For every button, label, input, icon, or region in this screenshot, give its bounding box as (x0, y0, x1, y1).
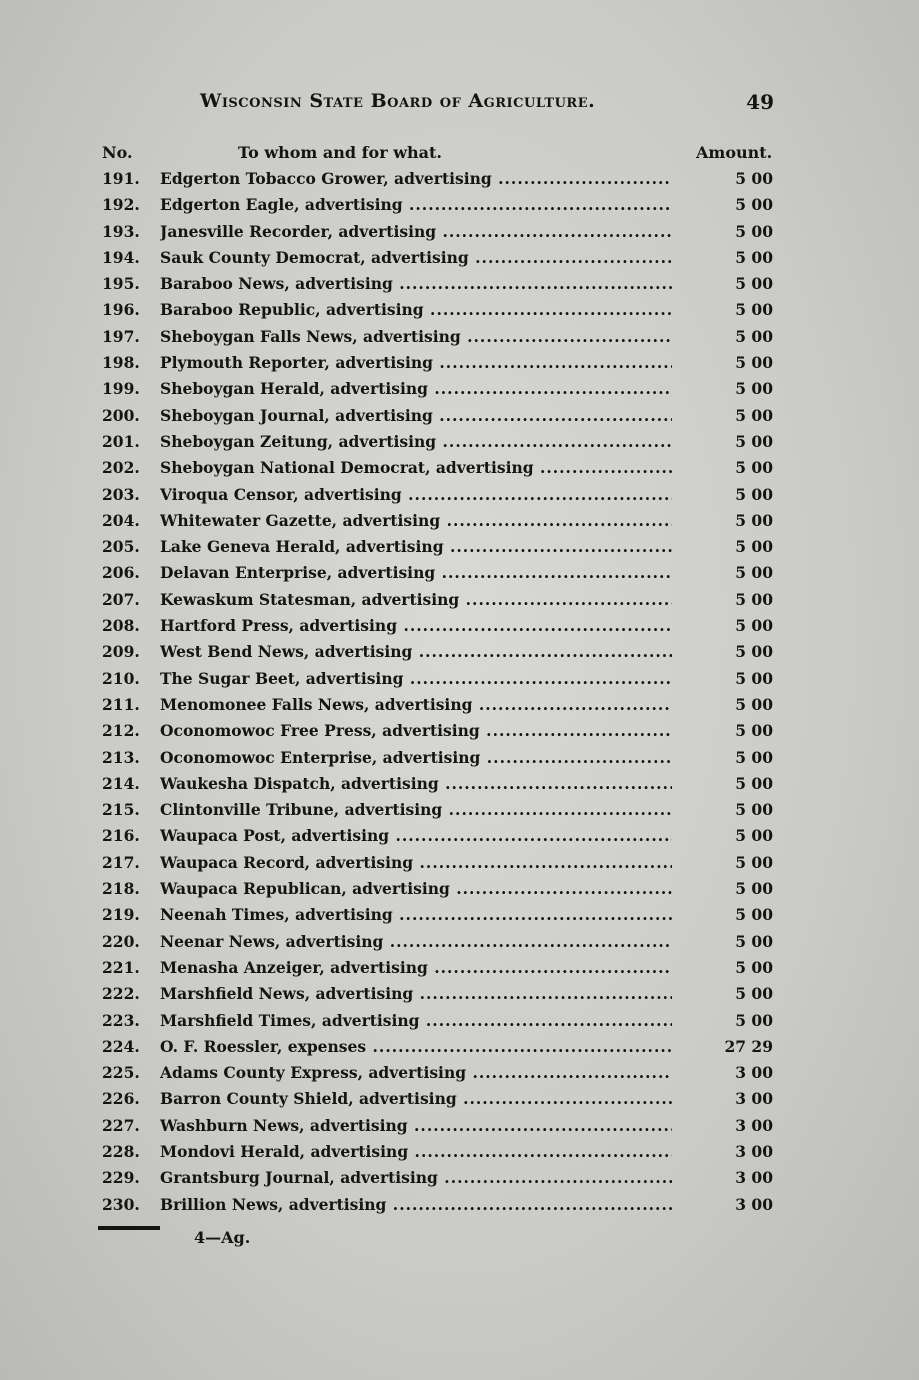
entry-description: Grantsburg Journal, advertising ..... (160, 1168, 672, 1187)
entry-number: 210. (102, 668, 140, 688)
table-row (0, 482, 919, 508)
entry-description: Clintonville Tribune, advertising ..... (160, 800, 672, 819)
table-row (0, 1113, 919, 1139)
entry-number: 194. (102, 247, 140, 267)
table-row (0, 350, 919, 376)
table-row (0, 324, 919, 350)
table-row (0, 219, 919, 245)
table-row (0, 639, 919, 665)
entry-amount: 3 00 (735, 1089, 773, 1109)
table-row (0, 1060, 919, 1086)
entry-number: 197. (102, 326, 140, 346)
table-row (0, 429, 919, 455)
entry-number: 201. (102, 431, 140, 451)
entry-amount: 3 00 (735, 1063, 773, 1083)
footer-rule (98, 1226, 160, 1230)
table-row (0, 666, 919, 692)
table-row (0, 560, 919, 586)
entry-amount: 5 00 (735, 195, 773, 215)
entry-amount: 5 00 (735, 484, 773, 504)
entry-amount: 5 00 (735, 169, 773, 188)
entry-description: Sheboygan Journal, advertising ..... (160, 406, 672, 425)
entry-description: Adams County Express, advertising ..... (160, 1063, 672, 1082)
table-row (0, 534, 919, 560)
entry-description: Kewaskum Statesman, advertising ..... (160, 590, 672, 609)
entry-description: Sheboygan National Democrat, advertising ..... (160, 458, 672, 477)
entry-number: 199. (102, 379, 140, 399)
entry-description: Plymouth Reporter, advertising ..... (160, 353, 672, 372)
entry-number: 192. (102, 195, 140, 215)
entry-number: 198. (102, 353, 140, 373)
entry-number: 230. (102, 1194, 140, 1214)
entry-description: Neenah Times, advertising ..... (160, 905, 672, 924)
signature-mark: 4—Ag. (194, 1228, 251, 1247)
entry-description: Washburn News, advertising ..... (160, 1116, 672, 1135)
entry-description: Barron County Shield, advertising ..... (160, 1089, 672, 1108)
entry-description: West Bend News, advertising ..... (160, 642, 672, 661)
table-row (0, 745, 919, 771)
entry-amount: 3 00 (735, 1194, 773, 1214)
entry-description: Waupaca Republican, advertising ..... (160, 879, 672, 898)
entry-amount: 5 00 (735, 642, 773, 662)
entry-description: Whitewater Gazette, advertising ..... (160, 511, 672, 530)
entry-number: 221. (102, 957, 140, 977)
entry-amount: 27 29 (724, 1036, 773, 1056)
entry-number: 204. (102, 510, 140, 530)
table-row (0, 981, 919, 1007)
entry-amount: 5 00 (735, 274, 773, 294)
entry-number: 202. (102, 458, 140, 478)
page-header (200, 90, 780, 120)
table-row (0, 1008, 919, 1034)
entry-amount: 5 00 (735, 957, 773, 977)
entry-description: Delavan Enterprise, advertising ..... (160, 563, 672, 582)
table-row (0, 403, 919, 429)
table-row (0, 929, 919, 955)
entry-amount: 5 00 (735, 247, 773, 267)
table-row (0, 771, 919, 797)
entry-number: 212. (102, 721, 140, 741)
entry-number: 218. (102, 879, 140, 899)
entry-number: 193. (102, 221, 140, 241)
entry-description: Viroqua Censor, advertising ..... (160, 485, 672, 504)
entry-number: 200. (102, 405, 140, 425)
entry-amount: 5 00 (735, 300, 773, 320)
entry-description: Waupaca Post, advertising ..... (160, 826, 672, 845)
entry-amount: 3 00 (735, 1115, 773, 1135)
entry-description: The Sugar Beet, advertising ..... (160, 669, 672, 688)
entry-description: Baraboo News, advertising ..... (160, 274, 672, 293)
entry-amount: 5 00 (735, 826, 773, 846)
entry-amount: 5 00 (735, 905, 773, 925)
entry-number: 223. (102, 1010, 140, 1030)
entry-amount: 5 00 (735, 773, 773, 793)
entry-number: 209. (102, 642, 140, 662)
entry-number: 222. (102, 984, 140, 1004)
entry-amount: 5 00 (735, 510, 773, 530)
table-row (0, 1086, 919, 1112)
entry-amount: 5 00 (735, 405, 773, 425)
table-row (0, 587, 919, 613)
entry-description: Oconomowoc Enterprise, advertising ..... (160, 748, 672, 767)
entry-description: Neenar News, advertising ..... (160, 932, 672, 951)
column-header-amount: Amount. (696, 143, 773, 162)
entry-amount: 5 00 (735, 984, 773, 1004)
entry-number: 227. (102, 1115, 140, 1135)
entry-number: 220. (102, 931, 140, 951)
table-row (0, 297, 919, 323)
table-row (0, 613, 919, 639)
table-row (0, 245, 919, 271)
entry-description: Waupaca Record, advertising ..... (160, 853, 672, 872)
table-row (0, 955, 919, 981)
entry-number: 228. (102, 1141, 140, 1161)
column-header-no: No. (102, 143, 133, 162)
entry-description: Sheboygan Herald, advertising ..... (160, 379, 672, 398)
column-header-description: To whom and for what. (238, 143, 442, 162)
table-row (0, 902, 919, 928)
entry-number: 203. (102, 484, 140, 504)
page-title: Wisconsin State Board of Agriculture. (200, 90, 596, 112)
entry-amount: 5 00 (735, 589, 773, 609)
entry-amount: 5 00 (735, 353, 773, 373)
table-row (0, 823, 919, 849)
entry-amount: 5 00 (735, 694, 773, 714)
entry-description: Sauk County Democrat, advertising ..... (160, 248, 672, 267)
entry-number: 229. (102, 1168, 140, 1188)
entry-description: Mondovi Herald, advertising ..... (160, 1142, 672, 1161)
entry-amount: 5 00 (735, 379, 773, 399)
entry-description: Sheboygan Falls News, advertising ..... (160, 327, 672, 346)
table-row (0, 718, 919, 744)
entry-description: Marshfield News, advertising ..... (160, 984, 672, 1003)
table-row (0, 1034, 919, 1060)
entry-description: Oconomowoc Free Press, advertising ..... (160, 721, 672, 740)
entry-description: Sheboygan Zeitung, advertising ..... (160, 432, 672, 451)
table-row (0, 1192, 919, 1218)
entry-description: Lake Geneva Herald, advertising ..... (160, 537, 672, 556)
entry-amount: 5 00 (735, 800, 773, 820)
entry-description: Hartford Press, advertising ..... (160, 616, 672, 635)
entry-amount: 3 00 (735, 1168, 773, 1188)
entry-amount: 5 00 (735, 747, 773, 767)
table-row (0, 508, 919, 534)
entry-description: Edgerton Eagle, advertising ..... (160, 195, 672, 214)
entry-amount: 5 00 (735, 668, 773, 688)
table-row (0, 1165, 919, 1191)
entry-number: 214. (102, 773, 140, 793)
entry-description: Janesville Recorder, advertising ..... (160, 222, 672, 241)
entry-description: Brillion News, advertising ..... (160, 1195, 672, 1214)
entry-number: 226. (102, 1089, 140, 1109)
entry-amount: 5 00 (735, 616, 773, 636)
entry-number: 217. (102, 852, 140, 872)
entry-description: Marshfield Times, advertising ..... (160, 1011, 672, 1030)
entry-number: 191. (102, 169, 140, 188)
entry-amount: 5 00 (735, 537, 773, 557)
entry-number: 208. (102, 616, 140, 636)
table-row (0, 797, 919, 823)
entry-number: 225. (102, 1063, 140, 1083)
table-row (0, 1139, 919, 1165)
entry-amount: 5 00 (735, 931, 773, 951)
entry-number: 216. (102, 826, 140, 846)
entry-number: 196. (102, 300, 140, 320)
entry-number: 224. (102, 1036, 140, 1056)
entry-amount: 3 00 (735, 1141, 773, 1161)
entry-number: 206. (102, 563, 140, 583)
entry-description: O. F. Roessler, expenses ..... (160, 1037, 672, 1056)
entry-amount: 5 00 (735, 852, 773, 872)
table-row (0, 455, 919, 481)
entry-description: Menasha Anzeiger, advertising ..... (160, 958, 672, 977)
entries-list (0, 166, 919, 1218)
entry-number: 213. (102, 747, 140, 767)
entry-amount: 5 00 (735, 221, 773, 241)
entry-number: 205. (102, 537, 140, 557)
table-row (0, 166, 919, 192)
entry-amount: 5 00 (735, 879, 773, 899)
entry-number: 211. (102, 694, 140, 714)
entry-number: 207. (102, 589, 140, 609)
table-row (0, 692, 919, 718)
entry-description: Waukesha Dispatch, advertising ..... (160, 774, 672, 793)
entry-number: 195. (102, 274, 140, 294)
table-row (0, 271, 919, 297)
entry-number: 219. (102, 905, 140, 925)
table-row (0, 876, 919, 902)
entry-description: Baraboo Republic, advertising ..... (160, 300, 672, 319)
entry-amount: 5 00 (735, 326, 773, 346)
table-row (0, 376, 919, 402)
entry-amount: 5 00 (735, 431, 773, 451)
entry-number: 215. (102, 800, 140, 820)
entry-amount: 5 00 (735, 458, 773, 478)
entry-amount: 5 00 (735, 563, 773, 583)
entry-description: Edgerton Tobacco Grower, advertising ..... (160, 169, 672, 188)
table-row (0, 850, 919, 876)
entry-amount: 5 00 (735, 1010, 773, 1030)
entry-amount: 5 00 (735, 721, 773, 741)
table-row (0, 192, 919, 218)
entry-description: Menomonee Falls News, advertising ..... (160, 695, 672, 714)
page-number: 49 (746, 90, 774, 114)
